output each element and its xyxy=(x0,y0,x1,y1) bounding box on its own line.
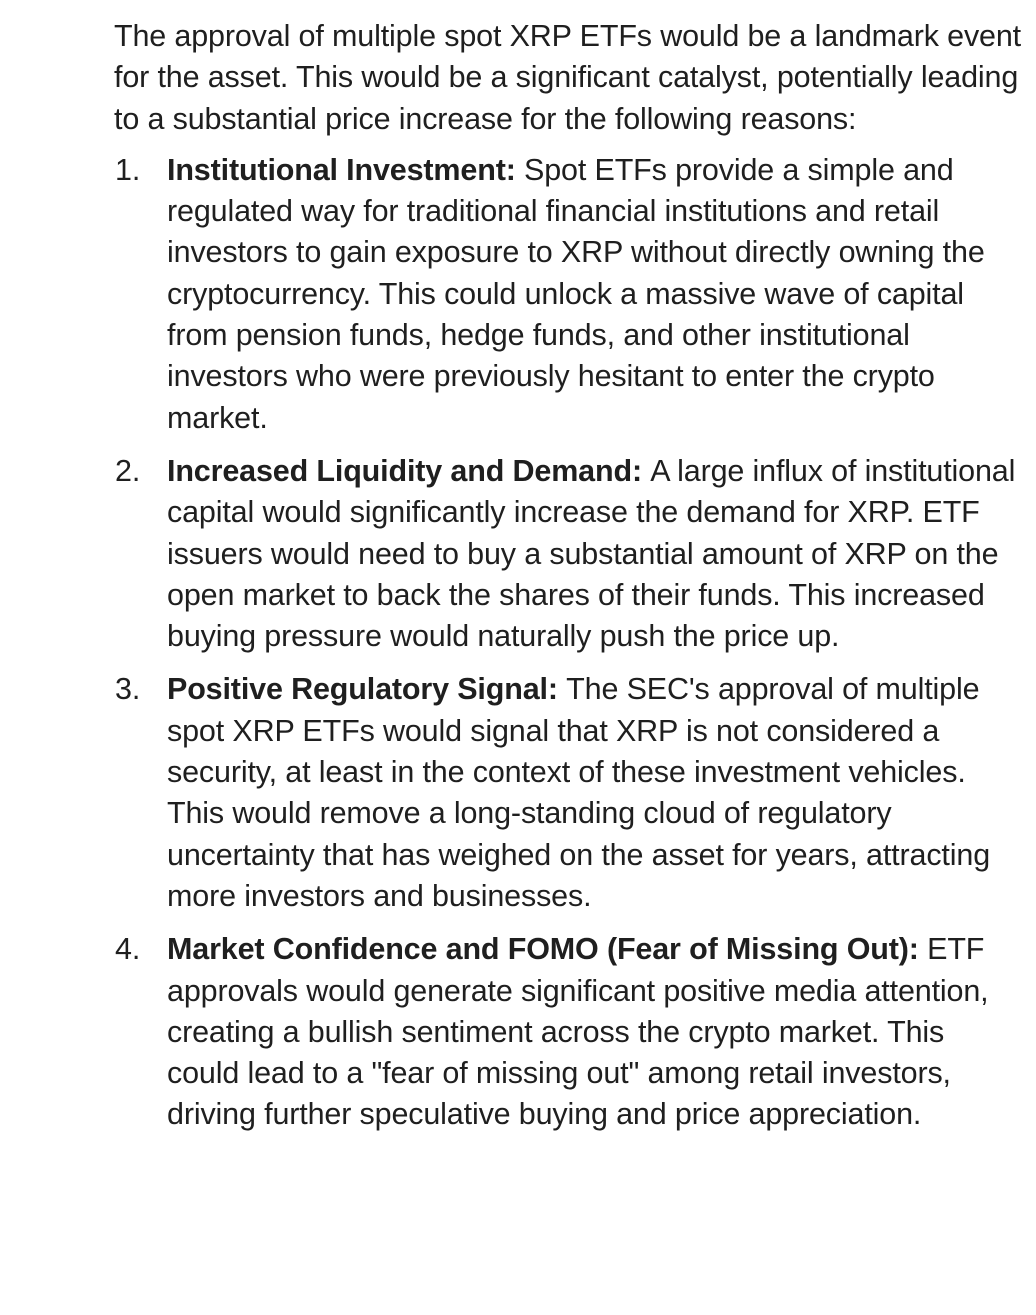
list-item-text: ETF approvals would generate significant positive media attention, creating a bullish sentiment across the crypto market. This could lead to a "fear of missing out" among retail investors, driving further speculative buying and price appreciation. xyxy=(167,932,989,1132)
list-item-text: The SEC's approval of multiple spot XRP ETFs would signal that XRP is not considered a security, at least in the context of these investment vehicles. This would remove a long-standing cloud of regulatory uncertainty that has weighed on the asset for years, attracting more investors and businesses. xyxy=(167,672,991,913)
list-item-number: 3. xyxy=(115,672,141,707)
reasons-list xyxy=(114,150,1024,1136)
list-item-title: Positive Regulatory Signal: xyxy=(167,672,567,707)
list-item-text: A large influx of institutional capital would significantly increase the demand for XRP. ETF issuers would need to buy a substantial amount of XRP on the open market to back the shares of their funds. This increased buying pressure would naturally push the price up. xyxy=(167,453,1016,654)
list-item-text: Spot ETFs provide a simple and regulated way for traditional financial institutions and retail investors to gain exposure to XRP without directly owning the cryptocurrency. This could unlock a massive wave of capital from pension funds, hedge funds, and other institutional investors who were previously hesitant to enter the crypto market. xyxy=(167,152,985,435)
list-item xyxy=(114,150,1024,439)
list-item-number: 1. xyxy=(115,152,141,187)
list-item-number: 2. xyxy=(115,453,141,488)
list-item xyxy=(114,669,1024,917)
list-item-number: 4. xyxy=(115,932,141,967)
list-item-title: Institutional Investment: xyxy=(167,152,525,187)
list-item-title: Market Confidence and FOMO (Fear of Missing Out): xyxy=(167,932,928,967)
list-item-title: Increased Liquidity and Demand: xyxy=(167,453,651,488)
intro-paragraph: The approval of multiple spot XRP ETFs would be a landmark event for the asset. This would be a significant catalyst, potentially leading to a substantial price increase for the following reasons: xyxy=(114,19,1021,136)
response-content xyxy=(114,16,1024,1148)
list-item xyxy=(114,929,1024,1135)
list-item xyxy=(114,451,1024,657)
